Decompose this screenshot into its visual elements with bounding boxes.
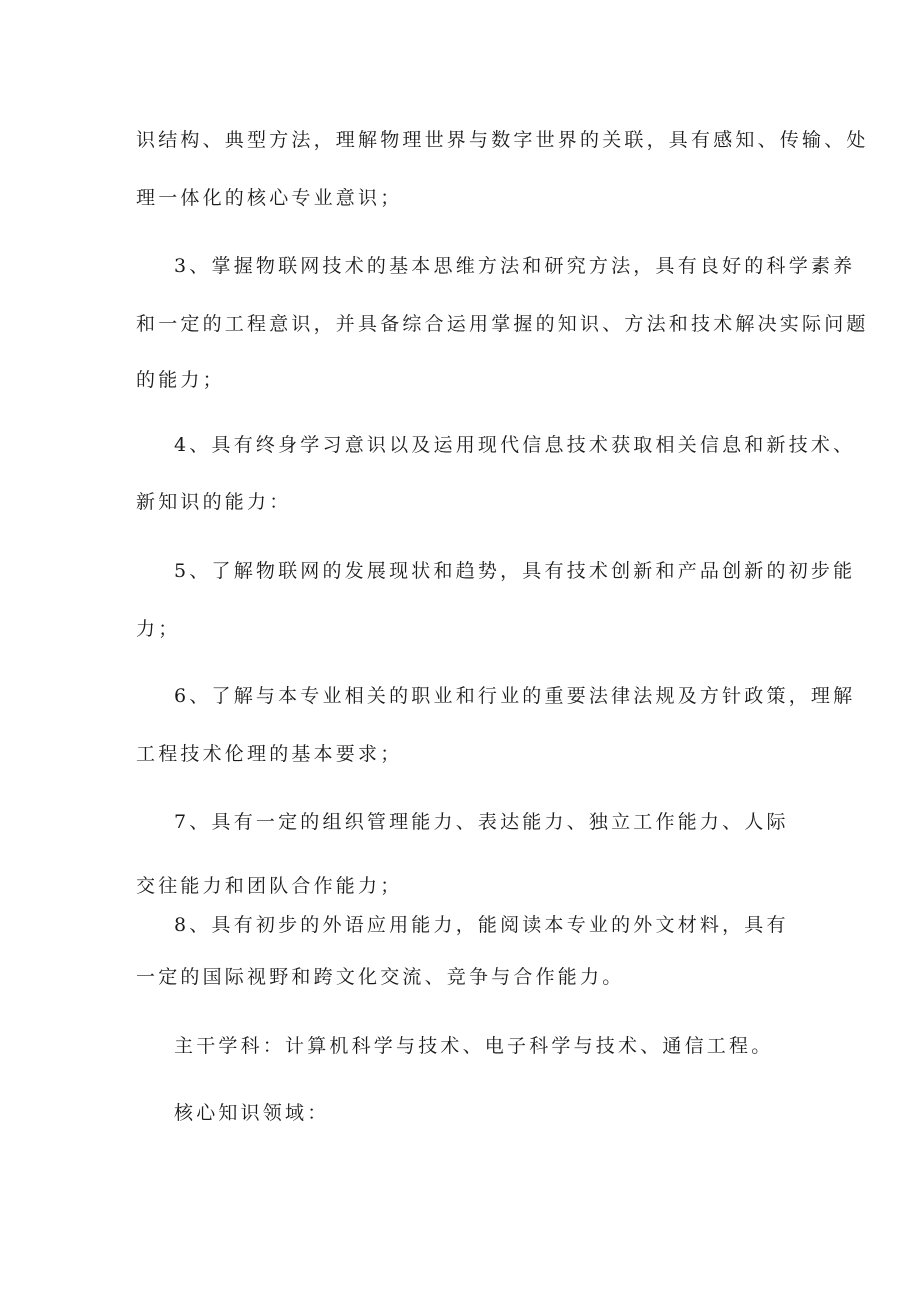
text-line: 核心知识领域：: [174, 1102, 330, 1124]
text-line: 理一体化的核心专业意识；: [136, 187, 403, 209]
text-line: 和一定的工程意识，并具备综合运用掌握的知识、方法和技术解决实际问题: [136, 313, 869, 335]
text-line: 新知识的能力：: [136, 491, 292, 513]
text-line: 的能力；: [136, 369, 225, 391]
text-line: 5、了解物联网的发展现状和趋势，具有技术创新和产品创新的初步能: [174, 560, 856, 582]
text-line: 8、具有初步的外语应用能力，能阅读本专业的外文材料，具有: [174, 914, 789, 936]
text-line: 6、了解与本专业相关的职业和行业的重要法律法规及方针政策，理解: [174, 685, 856, 707]
text-line: 主干学科：计算机科学与技术、电子科学与技术、通信工程。: [174, 1035, 774, 1057]
text-line: 交往能力和团队合作能力；: [136, 875, 403, 897]
text-line: 识结构、典型方法，理解物理世界与数字世界的关联，具有感知、传输、处: [136, 129, 869, 151]
text-line: 3、掌握物联网技术的基本思维方法和研究方法，具有良好的科学素养: [174, 255, 856, 277]
text-line: 工程技术伦理的基本要求；: [136, 743, 403, 765]
text-line: 4、具有终身学习意识以及运用现代信息技术获取相关信息和新技术、: [174, 434, 856, 456]
text-line: 一定的国际视野和跨文化交流、竞争与合作能力。: [136, 966, 625, 988]
text-line: 力；: [136, 618, 181, 640]
text-line: 7、具有一定的组织管理能力、表达能力、独立工作能力、人际: [174, 811, 789, 833]
